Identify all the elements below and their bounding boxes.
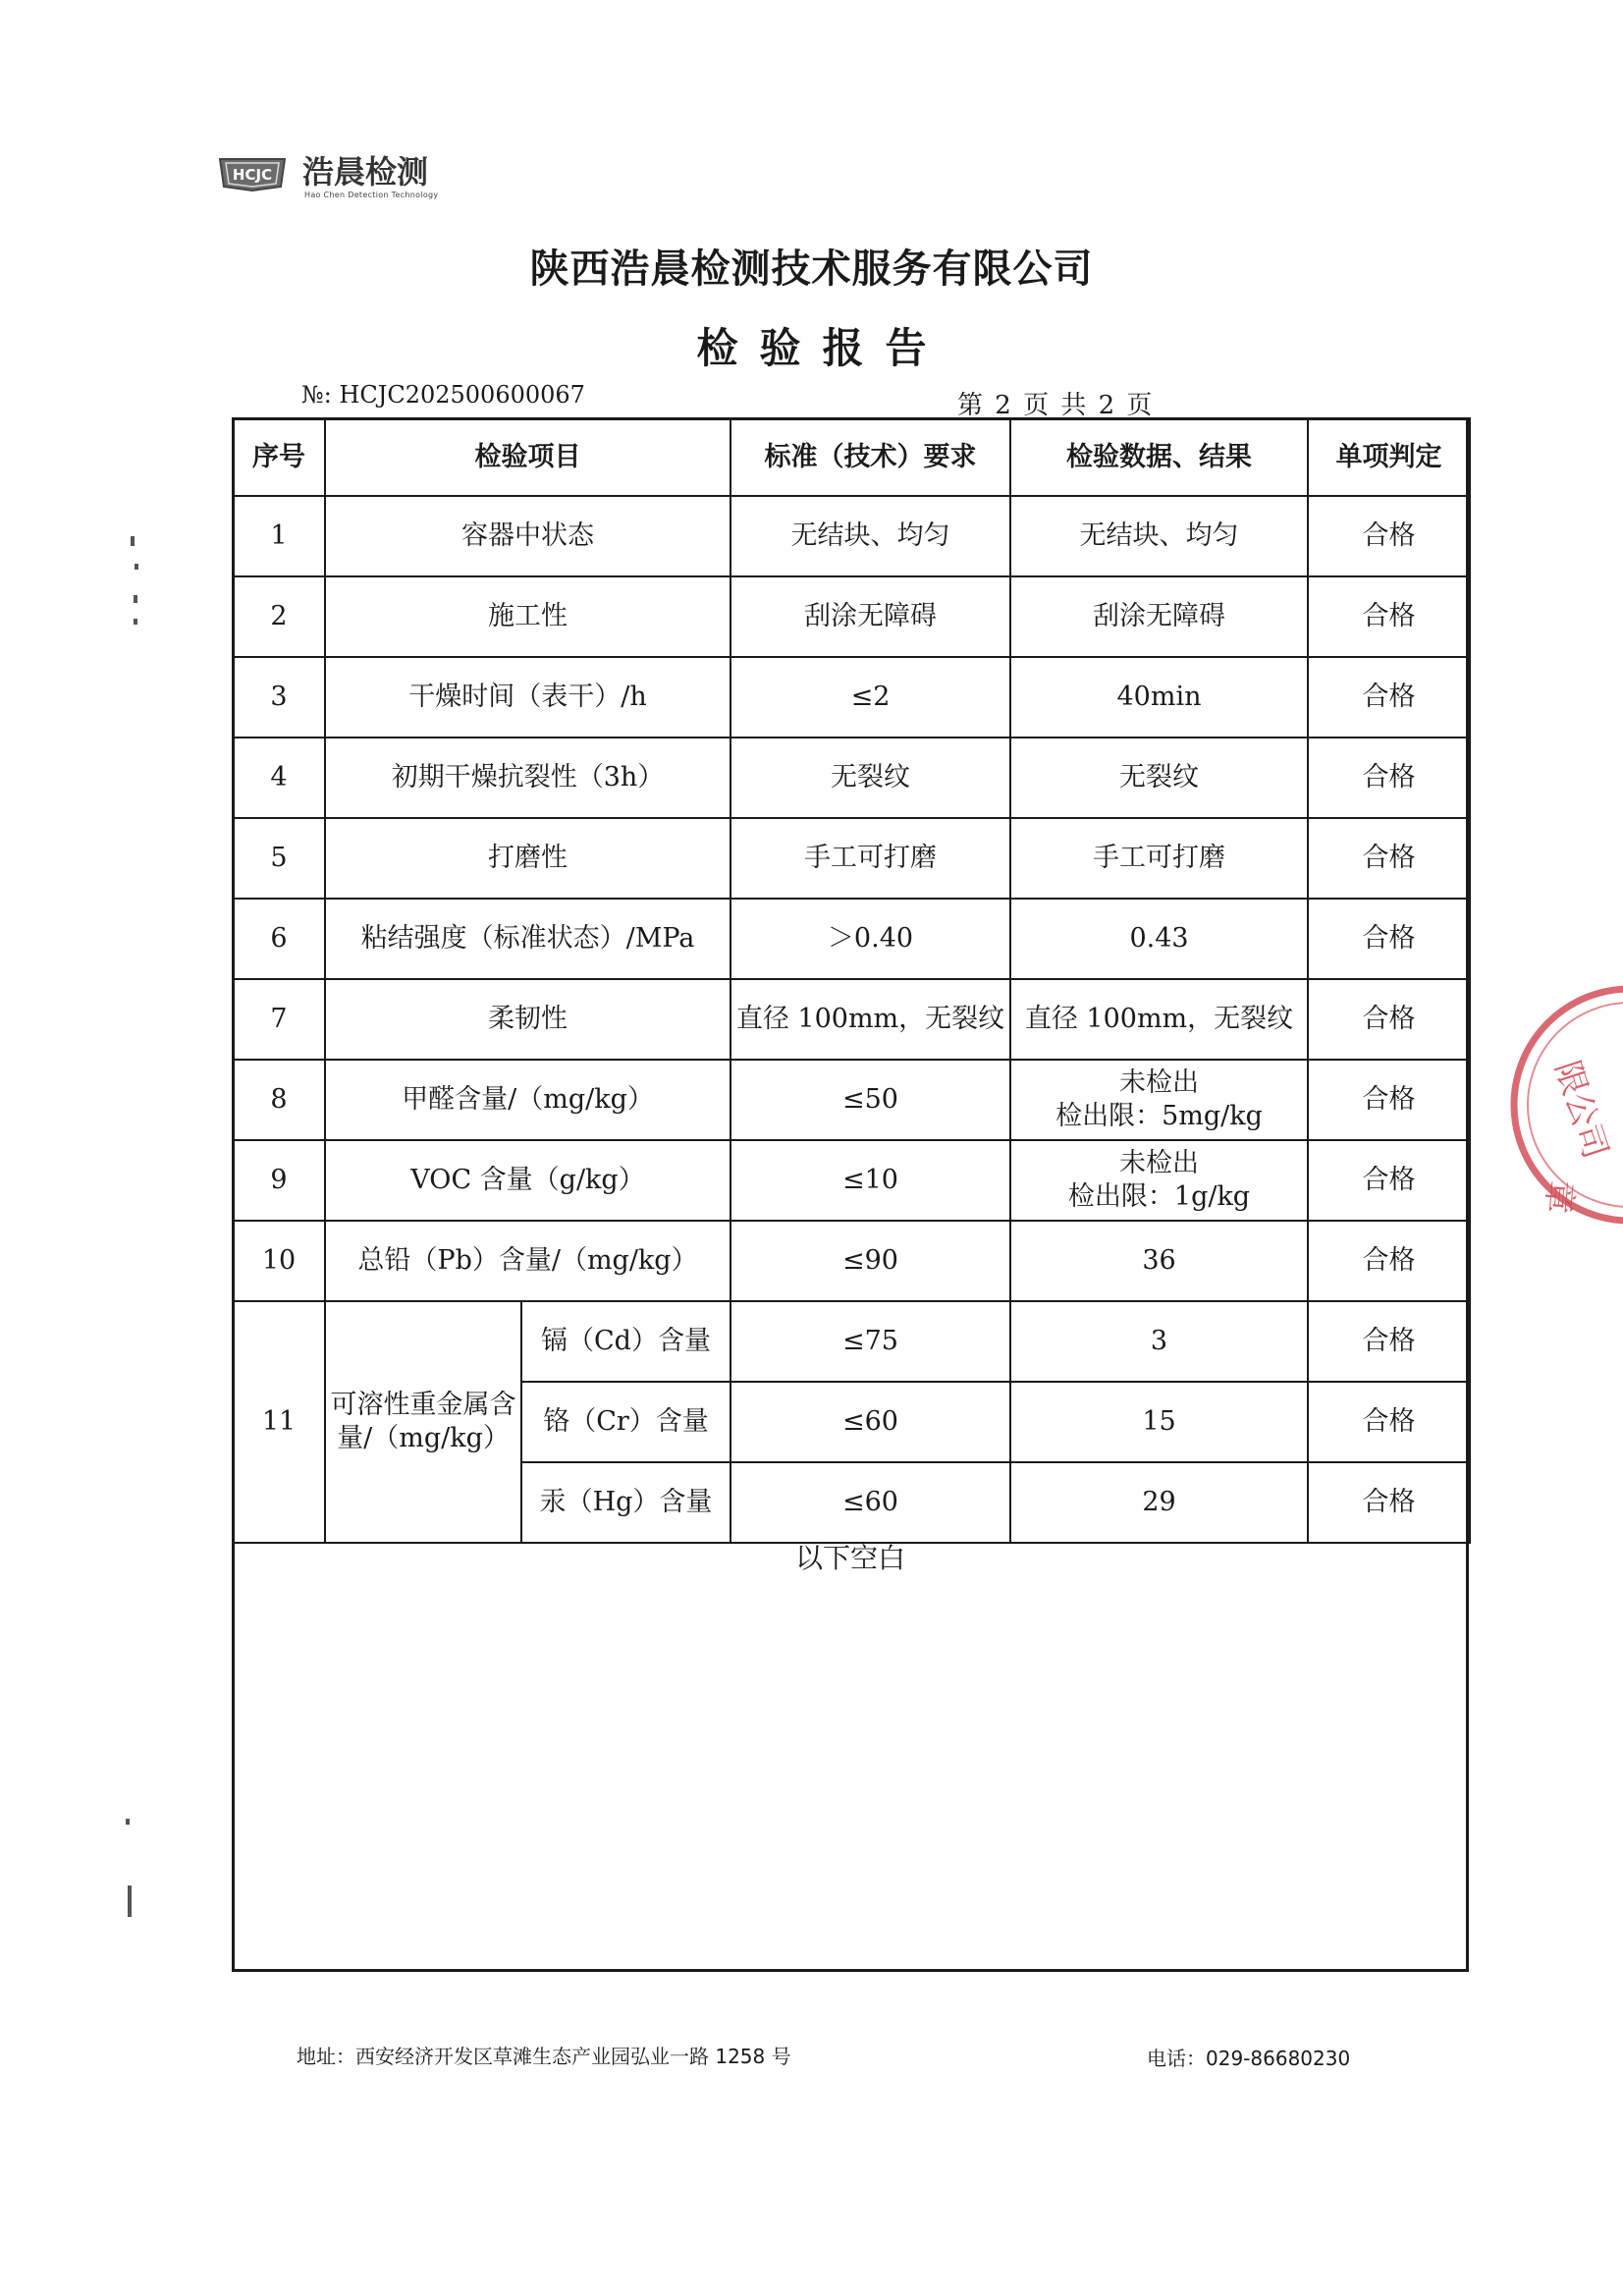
- logo-badge-icon: [216, 153, 289, 192]
- row-result: [1010, 1140, 1308, 1221]
- binding-mark: [134, 619, 137, 625]
- table-row: [233, 1221, 1470, 1301]
- company-name: 陕西浩晨检测技术服务有限公司: [529, 246, 1094, 292]
- row-requirement: 无裂纹: [730, 738, 1010, 818]
- row-result: 手工可打磨: [1010, 818, 1308, 899]
- row-verdict: 合格: [1308, 1462, 1470, 1543]
- result-line-1: 未检出: [1119, 1148, 1199, 1179]
- row-verdict: 合格: [1308, 818, 1470, 899]
- row-no: 9: [233, 1140, 325, 1221]
- row-item: 初期干燥抗裂性（3h）: [325, 738, 730, 818]
- row-no: 10: [233, 1221, 325, 1301]
- row-item: 总铅（Pb）含量/（mg/kg）: [325, 1221, 730, 1301]
- row-item: 柔韧性: [325, 979, 730, 1060]
- seal-text-2: 章: [1538, 1178, 1580, 1216]
- report-number: №: HCJC202500600067: [301, 381, 585, 409]
- row-verdict: 合格: [1308, 1221, 1470, 1301]
- table-row: [233, 818, 1470, 899]
- row-requirement: ≤50: [730, 1060, 1010, 1140]
- row-requirement: ≤60: [730, 1462, 1010, 1543]
- row-requirement: ≤10: [730, 1140, 1010, 1221]
- row-verdict: 合格: [1308, 979, 1470, 1060]
- binding-mark: [131, 536, 135, 546]
- row-requirement: 直径 100mm，无裂纹: [730, 979, 1010, 1060]
- binding-mark: [126, 1819, 130, 1825]
- row-item: 镉（Cd）含量: [521, 1301, 730, 1382]
- row-no: 6: [233, 899, 325, 979]
- row-result: 36: [1010, 1221, 1308, 1301]
- footer-address: 地址：西安经济开发区草滩生态产业园弘业一路 1258 号: [297, 2045, 791, 2068]
- row-verdict: 合格: [1308, 1382, 1470, 1462]
- table-row: [233, 657, 1470, 738]
- row-result: 3: [1010, 1301, 1308, 1382]
- row-no: 3: [233, 657, 325, 738]
- table-row: [233, 576, 1470, 657]
- row-no: 7: [233, 979, 325, 1060]
- row-item: 干燥时间（表干）/h: [325, 657, 730, 738]
- row-item: 打磨性: [325, 818, 730, 899]
- row-requirement: ≤90: [730, 1221, 1010, 1301]
- result-line-2: 检出限：1g/kg: [1067, 1181, 1251, 1212]
- table-row: [233, 738, 1470, 818]
- table-row: [233, 496, 1470, 576]
- row-result: 刮涂无障碍: [1010, 576, 1308, 657]
- binding-mark: [134, 595, 137, 603]
- binding-mark: [128, 1886, 132, 1917]
- row-no: 2: [233, 576, 325, 657]
- table-row: [233, 1301, 1470, 1382]
- result-line-1: 未检出: [1119, 1067, 1199, 1099]
- report-title: 检验报告: [696, 324, 948, 372]
- row-item: VOC 含量（g/kg）: [325, 1140, 730, 1221]
- row-item: 施工性: [325, 576, 730, 657]
- table-header-row: [233, 418, 1470, 496]
- company-seal-icon: [1453, 967, 1623, 1242]
- row-result: 15: [1010, 1382, 1308, 1462]
- row-no: 5: [233, 818, 325, 899]
- row-requirement: ＞0.40: [730, 899, 1010, 979]
- row-result: 0.43: [1010, 899, 1308, 979]
- row-item: 容器中状态: [325, 496, 730, 576]
- row-requirement: ≤60: [730, 1382, 1010, 1462]
- row-result: 29: [1010, 1462, 1308, 1543]
- group-no: 11: [233, 1301, 325, 1543]
- row-item: 铬（Cr）含量: [521, 1382, 730, 1462]
- table-row: [233, 1140, 1470, 1221]
- row-no: 8: [233, 1060, 325, 1140]
- row-item: 甲醛含量/（mg/kg）: [325, 1060, 730, 1140]
- row-result: 无裂纹: [1010, 738, 1308, 818]
- header-no: 序号: [233, 418, 325, 496]
- blank-note: 以下空白: [794, 1542, 905, 1574]
- logo-name: 浩晨检测: [302, 153, 429, 191]
- footer-phone: 电话：029-86680230: [1147, 2047, 1351, 2070]
- row-verdict: 合格: [1308, 1140, 1470, 1221]
- row-item: 汞（Hg）含量: [521, 1462, 730, 1543]
- row-requirement: 无结块、均匀: [730, 496, 1010, 576]
- table-row: [233, 1060, 1470, 1140]
- row-verdict: 合格: [1308, 899, 1470, 979]
- header-item: 检验项目: [325, 418, 730, 496]
- row-verdict: 合格: [1308, 1060, 1470, 1140]
- row-verdict: 合格: [1308, 657, 1470, 738]
- row-result: 无结块、均匀: [1010, 496, 1308, 576]
- binding-mark: [135, 564, 138, 570]
- row-no: 4: [233, 738, 325, 818]
- header-result: 检验数据、结果: [1010, 418, 1308, 496]
- row-result: 直径 100mm，无裂纹: [1010, 979, 1308, 1060]
- row-item: 粘结强度（标准状态）/MPa: [325, 899, 730, 979]
- header-requirement: 标准（技术）要求: [730, 418, 1010, 496]
- header-verdict: 单项判定: [1308, 418, 1470, 496]
- row-verdict: 合格: [1308, 1301, 1470, 1382]
- table-row: [233, 899, 1470, 979]
- row-verdict: 合格: [1308, 496, 1470, 576]
- seal-text: 限公司: [1546, 1056, 1616, 1164]
- row-verdict: 合格: [1308, 738, 1470, 818]
- result-line-2: 检出限：5mg/kg: [1055, 1101, 1263, 1131]
- page-info: 第 2 页 共 2 页: [957, 391, 1155, 420]
- company-logo: [216, 147, 471, 204]
- row-result: [1010, 1060, 1308, 1140]
- results-table: [232, 417, 1471, 1544]
- row-requirement: ≤75: [730, 1301, 1010, 1382]
- row-requirement: 手工可打磨: [730, 818, 1010, 899]
- row-requirement: ≤2: [730, 657, 1010, 738]
- logo-badge-text: HCJC: [232, 166, 273, 184]
- row-requirement: 刮涂无障碍: [730, 576, 1010, 657]
- row-verdict: 合格: [1308, 576, 1470, 657]
- row-result: 40min: [1010, 657, 1308, 738]
- logo-english: Hao Chen Detection Technology: [304, 191, 439, 199]
- table-row: [233, 979, 1470, 1060]
- row-no: 1: [233, 496, 325, 576]
- group-label: 可溶性重金属含量/（mg/kg）: [325, 1301, 521, 1543]
